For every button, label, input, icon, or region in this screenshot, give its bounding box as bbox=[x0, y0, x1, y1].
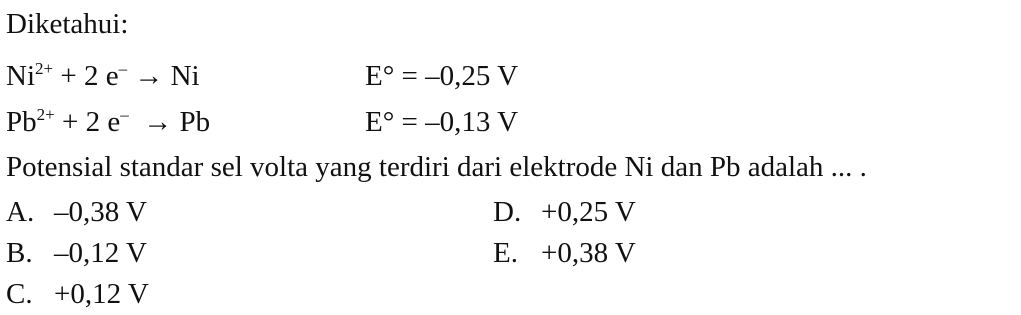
option-b[interactable] bbox=[6, 239, 147, 268]
option-value: +0,12 V bbox=[54, 278, 149, 310]
standard-potential-nickel: E° = –0,25 V bbox=[365, 60, 519, 92]
problem-title: Diketahui: bbox=[6, 8, 129, 40]
electron-term: + 2 e bbox=[54, 106, 121, 138]
option-letter: B. bbox=[6, 237, 33, 269]
option-letter: C. bbox=[6, 278, 33, 310]
product: Pb bbox=[179, 106, 211, 138]
ion-charge: 2+ bbox=[35, 59, 54, 78]
electron-charge: – bbox=[118, 59, 128, 78]
option-value: +0,25 V bbox=[541, 196, 636, 228]
reactant-ion: Pb bbox=[6, 106, 37, 138]
half-reaction-lead bbox=[6, 105, 211, 138]
electron-charge: – bbox=[120, 105, 129, 124]
half-reaction-nickel bbox=[6, 59, 200, 92]
option-letter: D. bbox=[493, 196, 522, 228]
option-value: –0,38 V bbox=[54, 196, 147, 228]
option-letter: E. bbox=[493, 237, 518, 269]
reactant-ion: Ni bbox=[6, 60, 35, 92]
question-text: Potensial standar sel volta yang terdiri dari elektrode Ni dan Pb adalah ... . bbox=[6, 151, 867, 183]
option-d[interactable] bbox=[493, 198, 636, 227]
option-value: +0,38 V bbox=[541, 237, 636, 269]
standard-potential-lead: E° = –0,13 V bbox=[365, 106, 519, 138]
option-value: –0,12 V bbox=[54, 237, 147, 269]
ion-charge: 2+ bbox=[36, 105, 55, 124]
option-letter: A. bbox=[6, 196, 35, 228]
reaction-arrow: → bbox=[128, 106, 180, 138]
product: Ni bbox=[170, 60, 200, 92]
option-e[interactable] bbox=[493, 239, 636, 268]
option-a[interactable] bbox=[6, 198, 147, 227]
option-c[interactable] bbox=[6, 280, 149, 309]
reaction-arrow: → bbox=[127, 60, 171, 92]
electron-term: + 2 e bbox=[53, 60, 119, 92]
